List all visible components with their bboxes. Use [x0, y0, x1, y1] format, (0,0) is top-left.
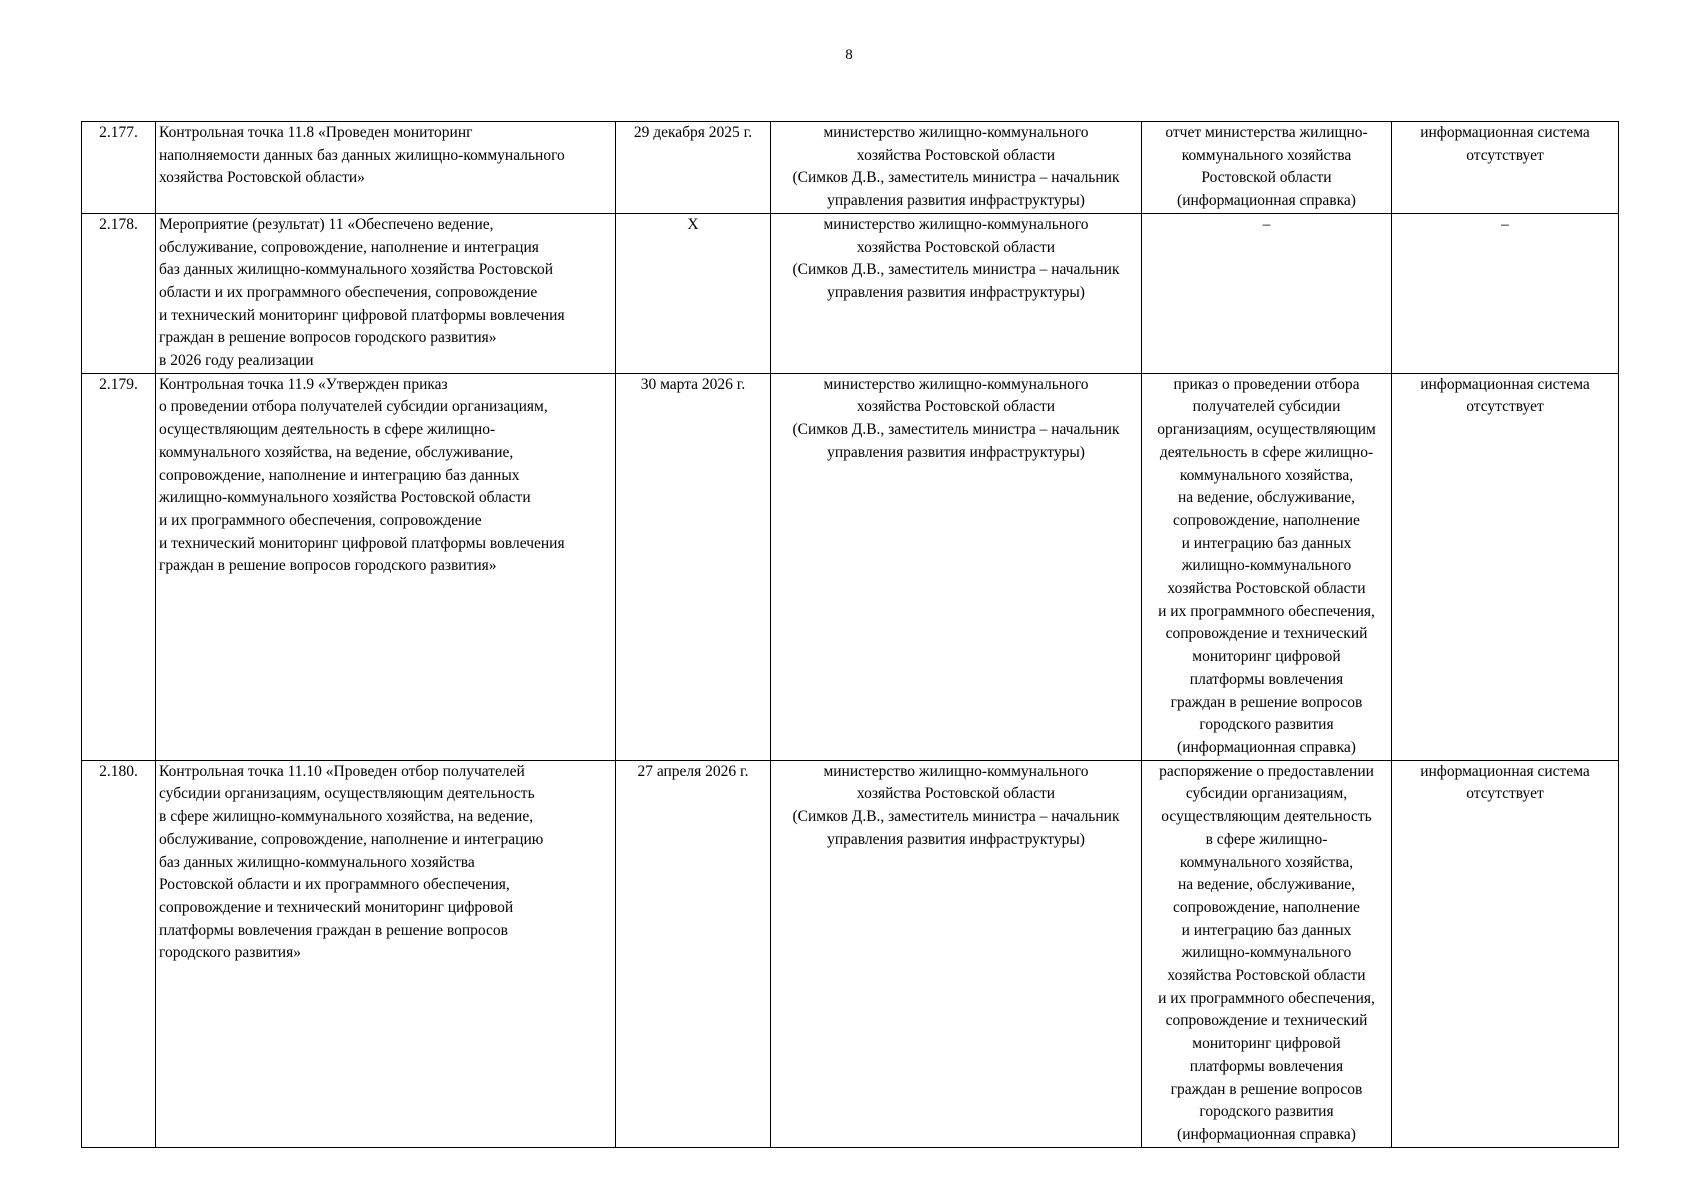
event-name: Контрольная точка 11.8 «Проведен мониторинг наполняемости данных баз данных жилищно-коммунального хозяйства Ростовской области» [156, 122, 616, 214]
responsible-executor: министерство жилищно-коммунального хозяйства Ростовской области (Симков Д.В., заместитель министра – начальник управления развития инфраструктуры) [771, 213, 1142, 373]
confirming-document: отчет министерства жилищно- коммунального хозяйства Ростовской области (информационная справка) [1142, 122, 1392, 214]
deadline-date: 29 декабря 2025 г. [616, 122, 771, 214]
event-name: Контрольная точка 11.9 «Утвержден приказ о проведении отбора получателей субсидии организациям, осуществляющим деятельность в сфере жилищно- коммунального хозяйства, на ведение, обслуживание, сопровождение, наполнение и интеграцию баз данных жилищно-коммунального хозяйства Ростовской области и их программного обеспечения, сопровождение и технический мониторинг цифровой платформы вовлечения граждан в решение вопросов городского развития» [156, 373, 616, 760]
page-number: 8 [845, 47, 853, 63]
row-number: 2.179. [82, 373, 156, 760]
information-system: информационная система отсутствует [1392, 373, 1619, 760]
deadline-date: Х [616, 213, 771, 373]
plan-table [81, 121, 1619, 1148]
event-name: Мероприятие (результат) 11 «Обеспечено ведение, обслуживание, сопровождение, наполнение и интеграция баз данных жилищно-коммунального хозяйства Ростовской области и их программного обеспечения, сопровождение и технический мониторинг цифровой платформы вовлечения граждан в решение вопросов городского развития» в 2026 году реализации [156, 213, 616, 373]
deadline-date: 30 марта 2026 г. [616, 373, 771, 760]
table-row [82, 213, 1619, 373]
confirming-document: – [1142, 213, 1392, 373]
confirming-document: распоряжение о предоставлении субсидии организациям, осуществляющим деятельность в сфере жилищно- коммунального хозяйства, на ведение, обслуживание, сопровождение, наполнение и интеграцию баз данных жилищно-коммунального хозяйства Ростовской области и их программного обеспечения, сопровождение и технический мониторинг цифровой платформы вовлечения граждан в решение вопросов городского развития (информационная справка) [1142, 760, 1392, 1147]
table-row [82, 760, 1619, 1147]
row-number: 2.177. [82, 122, 156, 214]
responsible-executor: министерство жилищно-коммунального хозяйства Ростовской области (Симков Д.В., заместитель министра – начальник управления развития инфраструктуры) [771, 373, 1142, 760]
table-row [82, 122, 1619, 214]
information-system: – [1392, 213, 1619, 373]
table-row [82, 373, 1619, 760]
responsible-executor: министерство жилищно-коммунального хозяйства Ростовской области (Симков Д.В., заместитель министра – начальник управления развития инфраструктуры) [771, 122, 1142, 214]
row-number: 2.178. [82, 213, 156, 373]
event-name: Контрольная точка 11.10 «Проведен отбор получателей субсидии организациям, осуществляющим деятельность в сфере жилищно-коммунального хозяйства, на ведение, обслуживание, сопровождение, наполнение и интеграцию баз данных жилищно-коммунального хозяйства Ростовской области и их программного обеспечения, сопровождение и технический мониторинг цифровой платформы вовлечения граждан в решение вопросов городского развития» [156, 760, 616, 1147]
information-system: информационная система отсутствует [1392, 122, 1619, 214]
information-system: информационная система отсутствует [1392, 760, 1619, 1147]
deadline-date: 27 апреля 2026 г. [616, 760, 771, 1147]
responsible-executor: министерство жилищно-коммунального хозяйства Ростовской области (Симков Д.В., заместитель министра – начальник управления развития инфраструктуры) [771, 760, 1142, 1147]
row-number: 2.180. [82, 760, 156, 1147]
confirming-document: приказ о проведении отбора получателей субсидии организациям, осуществляющим деятельность в сфере жилищно- коммунального хозяйства, на ведение, обслуживание, сопровождение, наполнение и интеграцию баз данных жилищно-коммунального хозяйства Ростовской области и их программного обеспечения, сопровождение и технический мониторинг цифровой платформы вовлечения граждан в решение вопросов городского развития (информационная справка) [1142, 373, 1392, 760]
